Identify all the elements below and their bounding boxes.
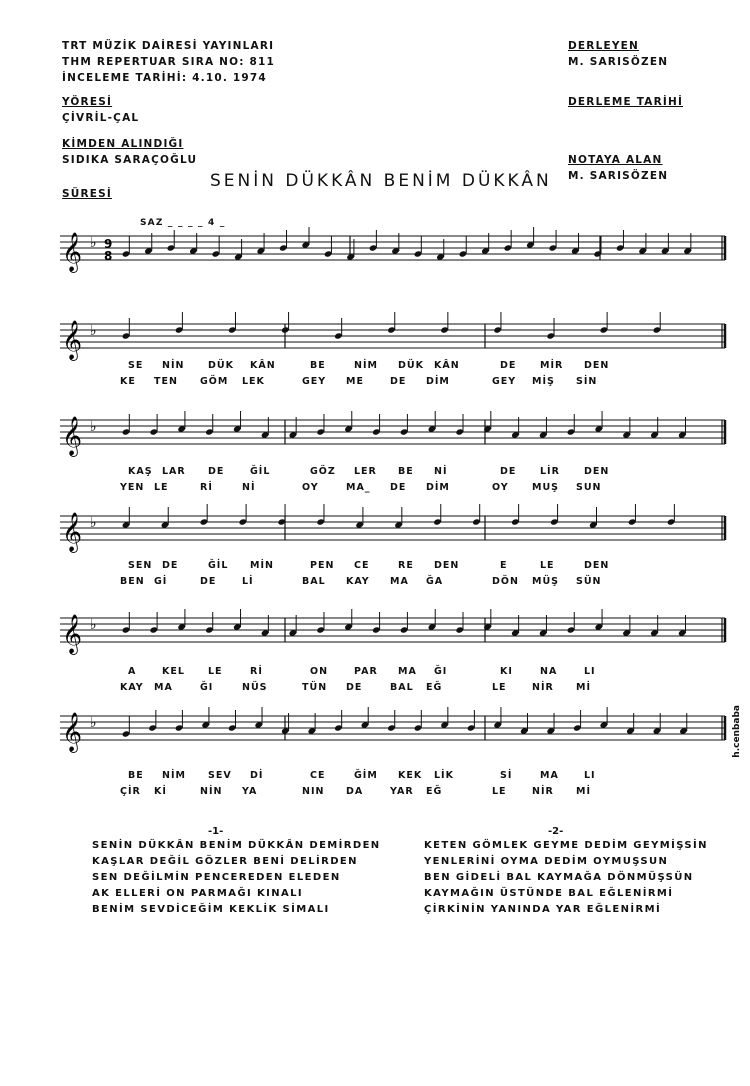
treble-clef: 𝄞 [62, 512, 83, 552]
lyric-syllable: Rİ [250, 666, 263, 677]
key-flat: ♭ [90, 715, 97, 731]
lyric-syllable: Rİ [200, 482, 213, 493]
lyric-syllable: E [500, 560, 508, 571]
lyric-syllable: DE [390, 376, 407, 387]
lyric-syllable: A [128, 666, 137, 677]
lyric-syllable: NÜS [242, 682, 268, 693]
lyric-syllable: LI [584, 770, 596, 781]
lyric-syllable: Mİ [576, 786, 591, 797]
verse-line: KAŞLAR DEĞİL GÖZLER BENİ DELİRDEN [92, 856, 358, 867]
lyric-syllable: DE [500, 466, 517, 477]
treble-clef: 𝄞 [62, 320, 83, 360]
lyric-syllable: NIN [302, 786, 325, 797]
lyric-syllable: MA [398, 666, 417, 677]
lyric-syllable: KÂN [434, 360, 460, 371]
lyric-syllable: Lİ [242, 576, 254, 587]
compiler-name: M. SARISÖZEN [568, 56, 669, 68]
lyric-syllable: TÜN [302, 682, 328, 693]
lyric-syllable: LE [492, 786, 507, 797]
lyric-syllable: DÜK [208, 360, 234, 371]
lyric-syllable: YA [242, 786, 258, 797]
lyric-syllable: DE [208, 466, 225, 477]
lyric-syllable: SEV [208, 770, 232, 781]
verse-line: ÇİRKİNİN YANINDA YAR EĞLENİRMİ [424, 904, 662, 915]
compiler-label: DERLEYEN [568, 40, 640, 52]
repertoire-number: THM REPERTUAR SIRA NO: 811 [62, 56, 276, 68]
staff-svg [60, 508, 725, 558]
lyric-syllable: MÜŞ [532, 576, 560, 587]
time-signature-top: 9 [104, 237, 113, 251]
lyric-syllable: SEN [128, 560, 153, 571]
staff-svg [60, 708, 725, 758]
lyric-syllable: Nİ [434, 466, 448, 477]
lyric-syllable: KI [500, 666, 513, 677]
lyric-syllable: MİR [540, 360, 564, 371]
lyric-syllable: DE [346, 682, 363, 693]
lyric-syllable: NİM [354, 360, 378, 371]
treble-clef: 𝄞 [62, 416, 83, 456]
lyric-syllable: ĞA [426, 576, 444, 587]
lyric-syllable: ĞI [200, 682, 214, 693]
key-flat: ♭ [90, 235, 97, 251]
lyric-syllable: LE [492, 682, 507, 693]
lyric-syllable: NA [540, 666, 558, 677]
lyric-syllable: NİR [532, 682, 554, 693]
music-staff-5 [60, 610, 725, 660]
lyric-syllable: PEN [310, 560, 335, 571]
time-signature-bottom: 8 [104, 249, 113, 263]
lyric-syllable: BE [310, 360, 326, 371]
lyric-syllable: LİK [434, 770, 454, 781]
lyric-syllable: SUN [576, 482, 602, 493]
music-staff-6 [60, 708, 725, 758]
lyric-syllable: DÖN [492, 576, 519, 587]
staff-svg [60, 228, 725, 278]
notation-value: M. SARISÖZEN [568, 170, 669, 182]
lyric-syllable: BAL [302, 576, 326, 587]
region-value: ÇİVRİL-ÇAL [62, 112, 140, 124]
saz-label: SAZ _ _ _ _ 4 _ [140, 218, 226, 228]
lyric-syllable: DÜK [398, 360, 424, 371]
lyric-syllable: ME [346, 376, 364, 387]
lyric-syllable: PAR [354, 666, 378, 677]
notation-label: NOTAYA ALAN [568, 154, 663, 166]
key-flat: ♭ [90, 323, 97, 339]
lyric-syllable: Gİ [154, 576, 168, 587]
treble-clef: 𝄞 [62, 614, 83, 654]
verse-number-2: -2- [548, 826, 564, 837]
lyric-syllable: KÂN [250, 360, 276, 371]
lyric-syllable: CE [310, 770, 326, 781]
review-date: İNCELEME TARİHİ: 4.10. 1974 [62, 72, 267, 84]
lyric-syllable: DEN [584, 466, 610, 477]
lyric-syllable: LAR [162, 466, 186, 477]
verse-line: YENLERİNİ OYMA DEDİM OYMUŞSUN [424, 856, 669, 867]
lyric-syllable: GEY [302, 376, 327, 387]
music-staff-1 [60, 228, 725, 278]
lyric-syllable: LI [584, 666, 596, 677]
key-flat: ♭ [90, 515, 97, 531]
lyric-syllable: TEN [154, 376, 178, 387]
lyric-syllable: DE [200, 576, 217, 587]
verse-number-1: -1- [208, 826, 224, 837]
key-flat: ♭ [90, 419, 97, 435]
lyric-syllable: DE [500, 360, 517, 371]
lyric-syllable: EĞ [426, 682, 443, 693]
lyric-syllable: KAY [346, 576, 370, 587]
lyric-syllable: KE [120, 376, 136, 387]
music-staff-2 [60, 316, 725, 366]
region-label: YÖRESİ [62, 96, 113, 108]
key-flat: ♭ [90, 617, 97, 633]
lyric-syllable: SİN [576, 376, 598, 387]
lyric-syllable: GÖZ [310, 466, 336, 477]
lyric-syllable: YAR [390, 786, 414, 797]
staff-svg [60, 316, 725, 366]
lyric-syllable: DA [346, 786, 364, 797]
source-label: KİMDEN ALINDIĞI [62, 138, 184, 150]
lyric-syllable: Nİ [242, 482, 256, 493]
verse-line: KETEN GÖMLEK GEYME DEDİM GEYMİŞSİN [424, 840, 708, 851]
music-staff-4 [60, 508, 725, 558]
lyric-syllable: ĞİL [208, 560, 229, 571]
lyric-syllable: BEN [120, 576, 145, 587]
treble-clef: 𝄞 [62, 232, 83, 272]
lyric-syllable: Dİ [250, 770, 264, 781]
lyric-syllable: LE [540, 560, 555, 571]
lyric-syllable: KEK [398, 770, 423, 781]
lyric-syllable: DEN [434, 560, 460, 571]
lyric-syllable: NİM [162, 770, 186, 781]
lyric-syllable: LER [354, 466, 377, 477]
lyric-syllable: NİR [532, 786, 554, 797]
lyric-syllable: LİR [540, 466, 560, 477]
lyric-syllable: NİN [162, 360, 185, 371]
duration-label: SÜRESİ [62, 188, 113, 200]
lyric-syllable: OY [302, 482, 319, 493]
lyric-syllable: EĞ [426, 786, 443, 797]
org-name: TRT MÜZİK DAİRESİ YAYINLARI [62, 40, 275, 52]
lyric-syllable: Kİ [154, 786, 167, 797]
lyric-syllable: Mİ [576, 682, 591, 693]
lyric-syllable: MA [154, 682, 173, 693]
lyric-syllable: ĞİM [354, 770, 378, 781]
lyric-syllable: SÜN [576, 576, 602, 587]
lyric-syllable: MA_ [346, 482, 371, 493]
lyric-syllable: ĞİL [250, 466, 271, 477]
staff-svg [60, 412, 725, 462]
treble-clef: 𝄞 [62, 712, 83, 752]
lyric-syllable: NİN [200, 786, 223, 797]
lyric-syllable: DE [162, 560, 179, 571]
lyric-syllable: KEL [162, 666, 185, 677]
lyric-syllable: DEN [584, 360, 610, 371]
lyric-syllable: LE [154, 482, 169, 493]
source-value: SIDIKA SARAÇOĞLU [62, 154, 198, 166]
lyric-syllable: LEK [242, 376, 265, 387]
verse-line: SEN DEĞİLMİN PENCEREDEN ELEDEN [92, 872, 341, 883]
verse-1 [92, 838, 381, 918]
lyric-syllable: Sİ [500, 770, 513, 781]
collection-date-label: DERLEME TARİHİ [568, 96, 684, 108]
song-title: SENİN DÜKKÂN BENİM DÜKKÂN [210, 171, 552, 191]
lyric-syllable: YEN [120, 482, 145, 493]
lyric-syllable: BAL [390, 682, 414, 693]
lyric-syllable: MİN [250, 560, 274, 571]
lyric-syllable: DEN [584, 560, 610, 571]
lyric-syllable: MİŞ [532, 376, 555, 387]
staff-svg [60, 610, 725, 660]
lyric-syllable: DİM [426, 482, 450, 493]
lyric-syllable: BE [398, 466, 414, 477]
lyric-syllable: ON [310, 666, 329, 677]
verse-line: BENİM SEVDİCEĞİM KEKLİK SİMALI [92, 904, 330, 915]
lyric-syllable: RE [398, 560, 414, 571]
lyric-syllable: SE [128, 360, 144, 371]
lyric-syllable: LE [208, 666, 223, 677]
lyric-syllable: CE [354, 560, 370, 571]
lyric-syllable: GEY [492, 376, 517, 387]
lyric-syllable: DE [390, 482, 407, 493]
lyric-syllable: DİM [426, 376, 450, 387]
lyric-syllable: MA [540, 770, 559, 781]
lyric-syllable: GÖM [200, 376, 229, 387]
lyric-syllable: MUŞ [532, 482, 560, 493]
verse-line: KAYMAĞIN ÜSTÜNDE BAL EĞLENİRMİ [424, 888, 674, 899]
lyric-syllable: KAŞ [128, 466, 153, 477]
verse-line: AK ELLERİ ON PARMAĞI KINALI [92, 888, 304, 899]
lyric-syllable: BE [128, 770, 144, 781]
verse-line: BEN GİDELİ BAL KAYMAĞA DÖNMÜŞSÜN [424, 872, 694, 883]
lyric-syllable: OY [492, 482, 509, 493]
verse-2 [424, 838, 708, 918]
lyric-syllable: ĞI [434, 666, 448, 677]
copyist-signature: h.cenbaba [732, 705, 742, 758]
music-staff-3 [60, 412, 725, 462]
lyric-syllable: MA [390, 576, 409, 587]
lyric-syllable: KAY [120, 682, 144, 693]
verse-line: SENİN DÜKKÂN BENİM DÜKKÂN DEMİRDEN [92, 840, 381, 851]
lyric-syllable: ÇİR [120, 786, 141, 797]
